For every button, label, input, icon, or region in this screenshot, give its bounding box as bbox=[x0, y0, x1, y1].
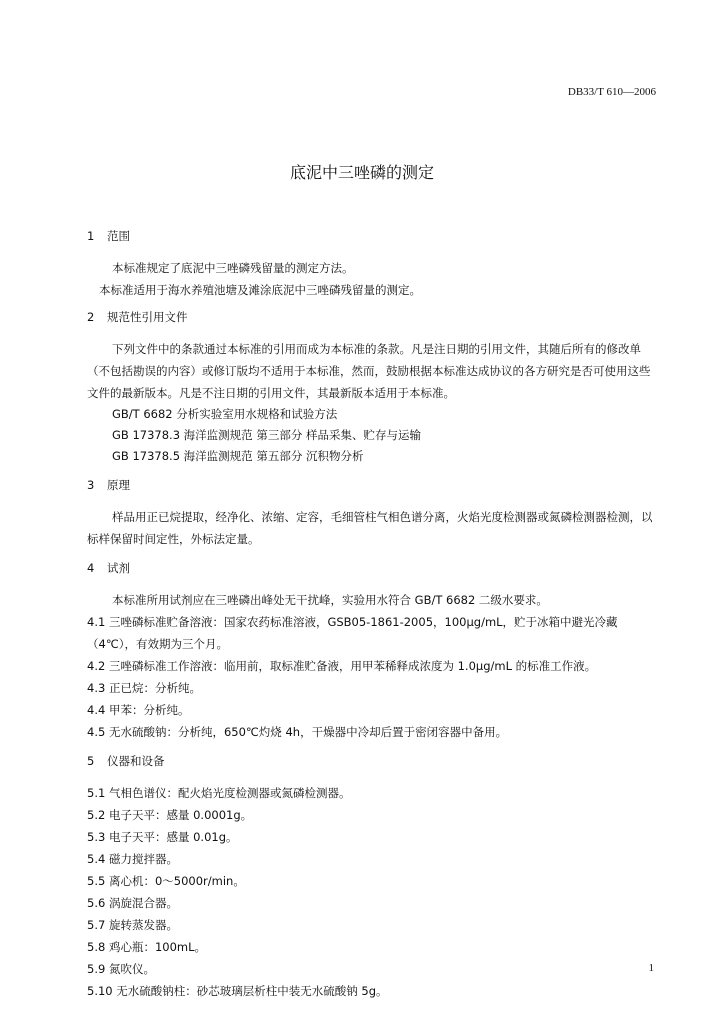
section-heading bbox=[87, 753, 659, 769]
paragraph: 下列文件中的条款通过本标准的引用而成为本标准的条款。凡是注日期的引用文件，其随后所有的修改单（不包括勘误的内容）或修订版均不适用于本标准，然而，鼓励根据本标准达成协议的各方研究是否可使用这些文件的最新版本。凡是不注日期的引用文件，其最新版本适用于本标准。 bbox=[87, 342, 651, 400]
list-item: 4.3 正已烷：分析纯。 bbox=[87, 681, 201, 695]
page-number: 1 bbox=[648, 962, 654, 974]
list-item: 5.8 鸡心瓶：100mL。 bbox=[87, 940, 207, 954]
section-number: 4 bbox=[87, 561, 95, 575]
page-title: 底泥中三唑磷的测定 bbox=[289, 163, 434, 182]
section-heading bbox=[87, 560, 659, 576]
section-title: 规范性引用文件 bbox=[107, 310, 188, 324]
list-item: 5.10 无水硫酸钠柱：砂芯玻璃层析柱中装无水硫酸钠 5g。 bbox=[87, 984, 388, 998]
list-item: 5.9 氮吹仪。 bbox=[87, 962, 155, 976]
section-number: 1 bbox=[87, 229, 95, 243]
paragraph: 本标准适用于海水养殖池塘及滩涂底泥中三唑磷残留量的测定。 bbox=[99, 283, 421, 297]
list-item: 5.7 旋转蒸发器。 bbox=[87, 918, 178, 932]
section-number: 2 bbox=[87, 310, 95, 324]
doc-code: DB33/T 610—2006 bbox=[567, 86, 656, 98]
list-item: 4.5 无水硫酸钠：分析纯，650℃灼烧 4h，干燥器中冷却后置于密闭容器中备用。 bbox=[87, 725, 508, 739]
reference-item: GB/T 6682 分析实验室用水规格和试验方法 bbox=[112, 407, 338, 421]
section-number: 5 bbox=[87, 754, 95, 768]
list-item: 5.1 气相色谱仪：配火焰光度检测器或氮磷检测器。 bbox=[87, 786, 351, 800]
list-item: 5.6 涡旋混合器。 bbox=[87, 896, 178, 910]
section-heading bbox=[87, 228, 659, 244]
section-number: 3 bbox=[87, 478, 95, 492]
section-heading bbox=[87, 477, 659, 493]
list-item: 5.2 电子天平：感量 0.0001g。 bbox=[87, 808, 253, 822]
list-item: 5.4 磁力搅拌器。 bbox=[87, 852, 178, 866]
paragraph: 本标准所用试剂应在三唑磷出峰处无干扰峰，实验用水符合 GB/T 6682 二级水要求。 bbox=[112, 593, 548, 607]
section-heading bbox=[87, 309, 659, 325]
reference-item: GB 17378.5 海洋监测规范 第五部分 沉积物分析 bbox=[112, 449, 364, 463]
list-item: 5.5 离心机：0～5000r/min。 bbox=[87, 874, 245, 888]
paragraph: 样品用正已烷提取，经净化、浓缩、定容，毛细管柱气相色谱分离，火焰光度检测器或氮磷检测器检测，以标样保留时间定性，外标法定量。 bbox=[87, 510, 653, 546]
list-item: 4.4 甲苯：分析纯。 bbox=[87, 703, 190, 717]
paragraph: 本标准规定了底泥中三唑磷残留量的测定方法。 bbox=[112, 261, 354, 275]
reference-item: GB 17378.3 海洋监测规范 第三部分 样品采集、贮存与运输 bbox=[112, 428, 421, 442]
list-item: 4.2 三唑磷标准工作溶液：临用前，取标准贮备液，用甲苯稀释成浓度为 1.0μg/mL 的标准工作液。 bbox=[87, 659, 597, 673]
section-title: 范围 bbox=[107, 229, 130, 243]
list-item: 4.1 三唑磷标准贮备溶液：国家农药标准溶液，GSB05-1861-2005，100μg/mL，贮于冰箱中避光冷藏（4℃），有效期为三个月。 bbox=[87, 615, 618, 651]
section-title: 仪器和设备 bbox=[107, 754, 165, 768]
list-item: 5.3 电子天平：感量 0.01g。 bbox=[87, 830, 238, 844]
section-title: 试剂 bbox=[107, 561, 130, 575]
section-title: 原理 bbox=[107, 478, 130, 492]
document-body bbox=[87, 228, 659, 1002]
